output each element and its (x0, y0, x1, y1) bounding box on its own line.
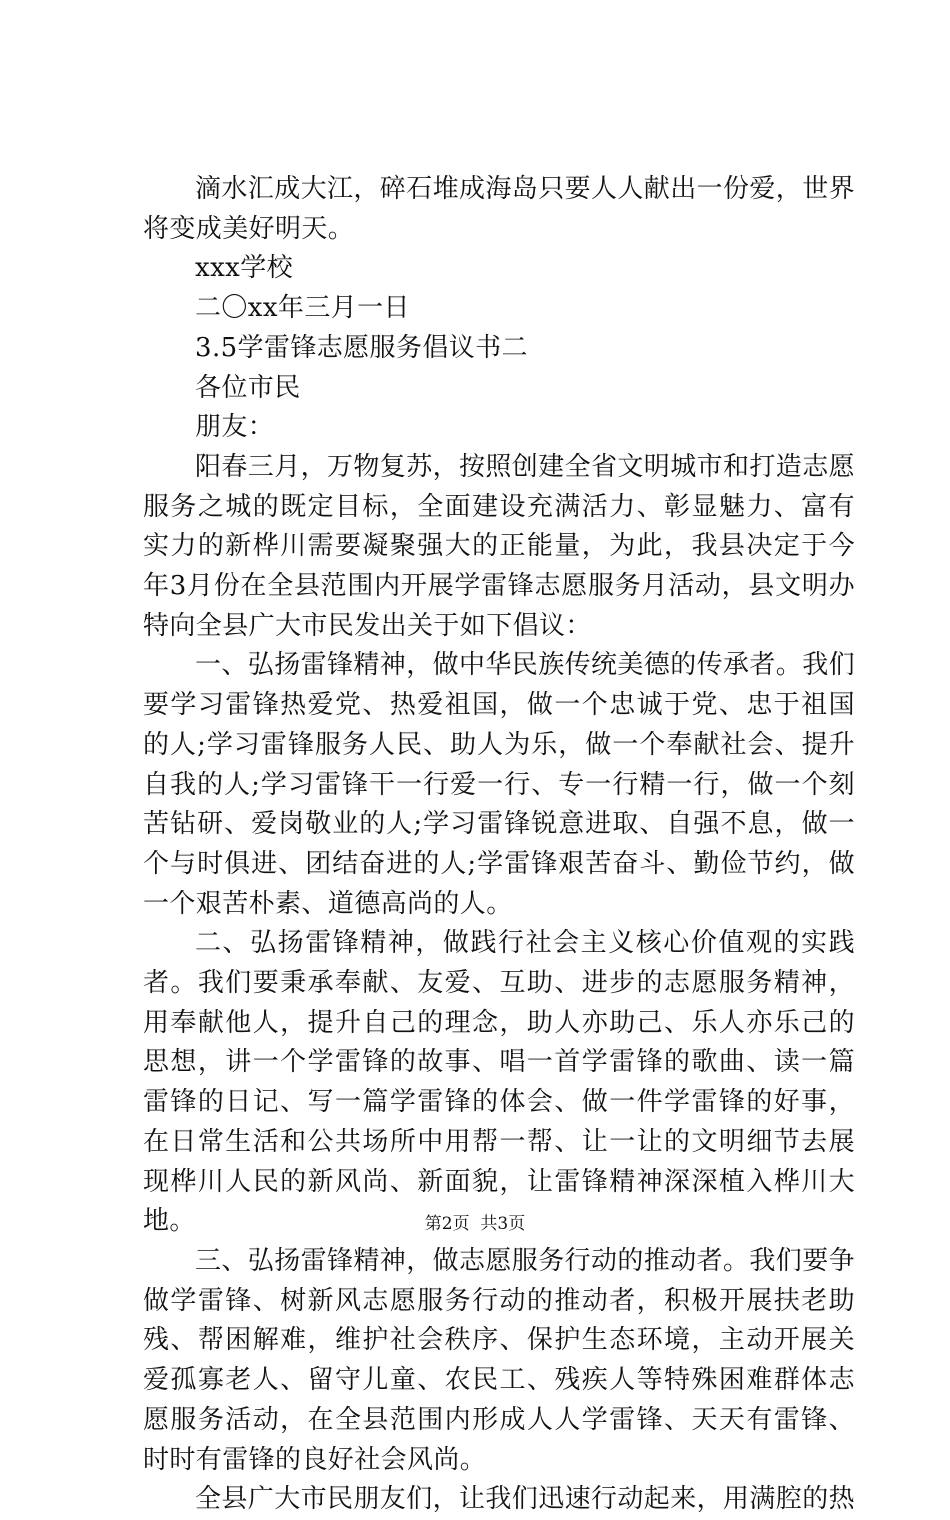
salutation-line-2: 朋友： (195, 412, 275, 443)
paragraph-point-3: 三、弘扬雷锋精神，做志愿服务行动的推动者。我们要争做学雷锋、树新风志愿服务行动的推动者，积极开展扶老助残、帮困解难，维护社会秩序、保护生态环境，主动开展关爱孤寡老人、留守儿童、农民工、残疾人等特殊困难群体志愿服务活动，在全县范围内形成人人学雷锋、天天有雷锋、时时有雷锋的良好社会风尚。 (143, 1245, 856, 1475)
page-footer (0, 1212, 950, 1236)
page-number: 第2页 共3页 (424, 1214, 526, 1234)
salutation-line-1: 各位市民 (195, 372, 301, 403)
section-title: 3.5学雷锋志愿服务倡议书二 (195, 332, 528, 363)
signature-school: xxx学校 (195, 253, 293, 284)
paragraph-point-2: 二、弘扬雷锋精神，做践行社会主义核心价值观的实践者。我们要秉承奉献、友爱、互助、进步的志愿服务精神，用奉献他人，提升自己的理念，助人亦助己、乐人亦乐己的思想，讲一个学雷锋的故事、唱一首学雷锋的歌曲、读一篇雷锋的日记、写一篇学雷锋的体会、做一件学雷锋的好事，在日常生活和公共场所中用帮一帮、让一让的文明细节去展现桦川人民的新风尚、新面貌，让雷锋精神深深植入桦川大地。 (143, 928, 855, 1237)
paragraph-closing-line: 滴水汇成大江，碎石堆成海岛只要人人献出一份爱，世界将变成美好明天。 (143, 174, 856, 244)
document-body (143, 170, 855, 1520)
paragraph-point-1: 一、弘扬雷锋精神，做中华民族传统美德的传承者。我们要学习雷锋热爱党、热爱祖国，做一个忠诚于党、忠于祖国的人;学习雷锋服务人民、助人为乐，做一个奉献社会、提升自我的人;学习雷锋干一行爱一行、专一行精一行，做一个刻苦钻研、爱岗敬业的人;学习雷锋锐意进取、自强不息，做一个与时俱进、团结奋进的人;学雷锋艰苦奋斗、勤俭节约，做一个艰苦朴素、道德高尚的人。 (143, 650, 856, 919)
signature-date: 二〇xx年三月一日 (195, 293, 410, 324)
paragraph-intro: 阳春三月，万物复苏，按照创建全省文明城市和打造志愿服务之城的既定目标，全面建设充满活力、彰显魅力、富有实力的新桦川需要凝聚强大的正能量，为此，我县决定于今年3月份在全县范围内开展学雷锋志愿服务月活动，县文明办特向全县广大市民发出关于如下倡议： (143, 451, 856, 641)
paragraph-call-to-action: 全县广大市民朋友们，让我们迅速行动起来，用满腔的热 (195, 1484, 856, 1515)
